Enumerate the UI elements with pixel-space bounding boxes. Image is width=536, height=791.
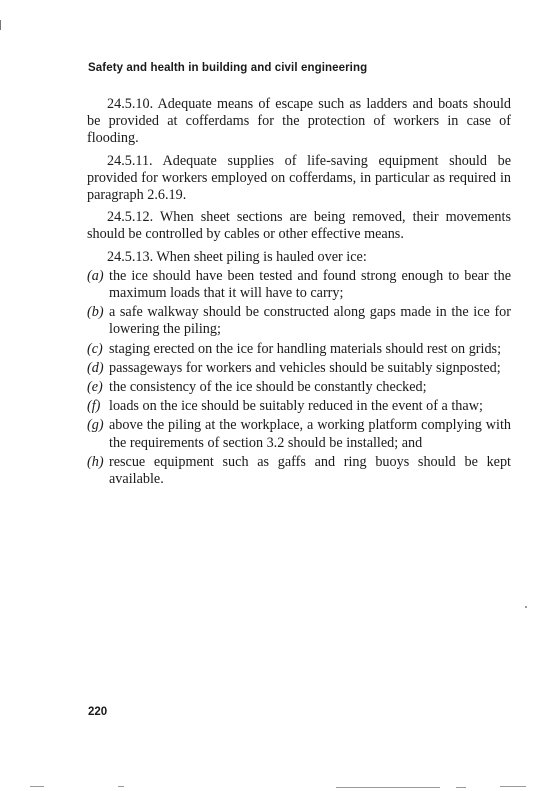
list-item	[87, 379, 511, 396]
scan-artifact	[525, 606, 527, 608]
list-item-text: the ice should have been tested and found strong enough to bear the maximum loads that it will have to carry;	[109, 267, 511, 302]
list-item-label: (h)	[87, 453, 104, 470]
running-head: Safety and health in building and civil engineering	[88, 62, 368, 74]
list-item	[87, 360, 511, 377]
list-item	[87, 304, 511, 338]
scan-artifact	[118, 786, 124, 787]
list-item	[87, 268, 511, 302]
list-item-label: (d)	[87, 359, 104, 376]
list-item-label: (e)	[87, 379, 103, 396]
list-item	[87, 417, 511, 451]
body-text	[87, 96, 511, 490]
paragraph-24-5-10: 24.5.10. Adequate means of escape such as ladders and boats should be provided at cofferdams for the protection of workers in case of flooding.	[87, 96, 511, 147]
paragraph-24-5-11: 24.5.11. Adequate supplies of life-saving equipment should be provided for workers employed on cofferdams, in particular as required in paragraph 2.6.19.	[87, 152, 511, 204]
list-item-text: a safe walkway should be constructed along gaps made in the ice for lowering the piling;	[109, 304, 511, 338]
scan-edge-mark	[0, 20, 1, 30]
list-item-text: above the piling at the workplace, a working platform complying with the requirements of section 3.2 should be installed; and	[109, 417, 511, 451]
list-item-text: the consistency of the ice should be constantly checked;	[109, 379, 427, 396]
list-item	[87, 398, 511, 415]
list-item	[87, 341, 511, 358]
scan-artifact	[30, 786, 44, 787]
paragraph-24-5-13: 24.5.13. When sheet piling is hauled over ice:	[107, 248, 367, 265]
list-item-label: (c)	[87, 340, 103, 357]
list-item	[87, 454, 511, 488]
list-item-text: passageways for workers and vehicles should be suitably signposted;	[109, 359, 501, 376]
list-item-label: (a)	[87, 267, 104, 284]
list-item-text: rescue equipment such as gaffs and ring buoys should be kept available.	[109, 453, 511, 488]
page-number: 220	[88, 706, 108, 718]
list-item-label: (b)	[87, 304, 104, 321]
scan-artifact	[500, 786, 526, 787]
list-item-label: (g)	[87, 417, 104, 434]
paragraph-24-5-12: 24.5.12. When sheet sections are being removed, their movements should be controlled by cables or other effective means.	[87, 209, 511, 243]
list-item-text: staging erected on the ice for handling materials should rest on grids;	[109, 340, 502, 357]
list-item-label: (f)	[87, 398, 101, 415]
scan-artifact	[456, 787, 466, 788]
scan-artifact	[336, 787, 440, 788]
list-item-text: loads on the ice should be suitably reduced in the event of a thaw;	[109, 398, 483, 415]
